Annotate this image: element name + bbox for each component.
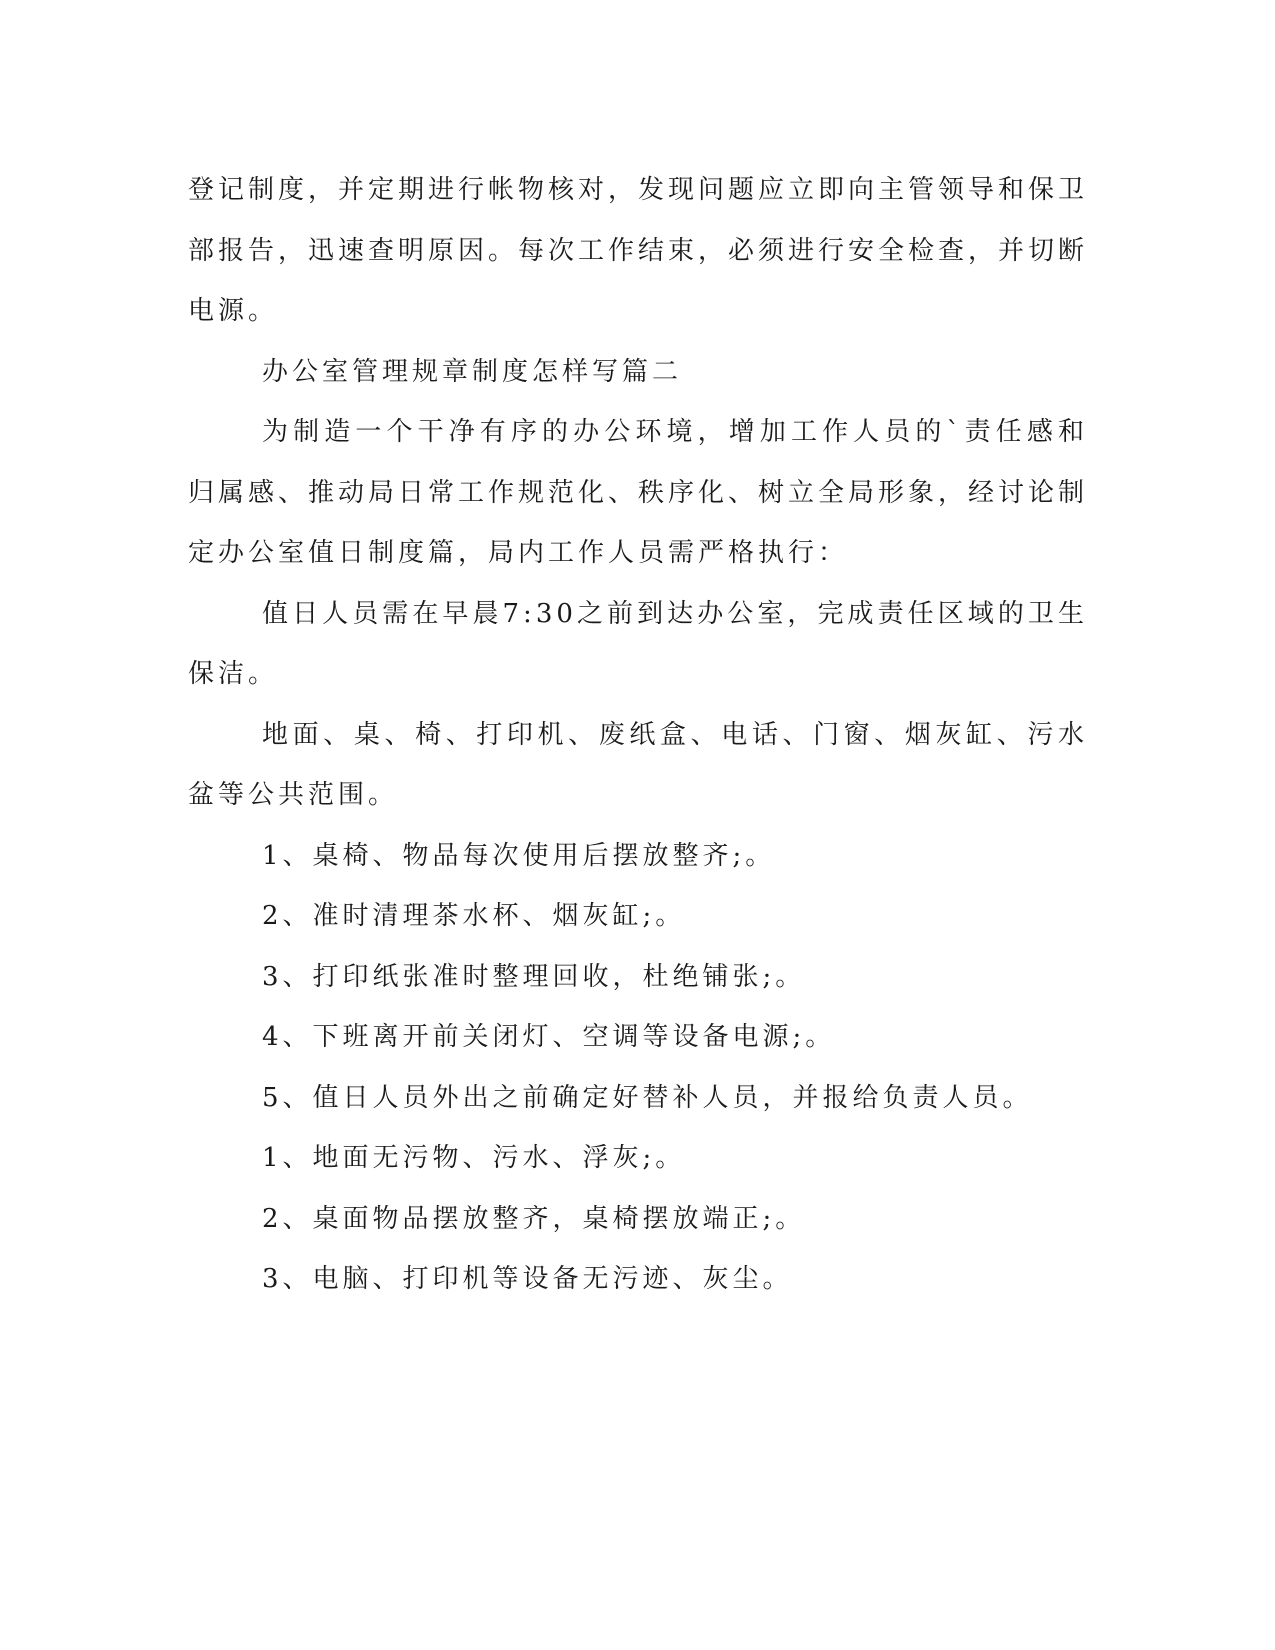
- paragraph-continuation: 登记制度，并定期进行帐物核对，发现问题应立即向主管领导和保卫部报告，迅速查明原因。每次工作结束，必须进行安全检查，并切断电源。: [188, 175, 1089, 326]
- section-heading: 办公室管理规章制度怎样写篇二: [262, 356, 683, 387]
- list-item: 5、值日人员外出之前确定好替补人员，并报给负责人员。: [262, 1082, 1033, 1113]
- list-item: 3、打印纸张准时整理回收，杜绝铺张;。: [262, 961, 806, 992]
- list-item: 1、桌椅、物品每次使用后摆放整齐;。: [262, 840, 776, 871]
- list-item: 2、准时清理茶水杯、烟灰缸;。: [262, 901, 686, 931]
- paragraph-intro: 为制造一个干净有序的办公环境，增加工作人员的`责任感和归属感、推动局日常工作规范化、秩序化、树立全局形象，经讨论制定办公室值日制度篇，局内工作人员需严格执行：: [188, 417, 1089, 568]
- paragraph-public-areas: 地面、桌、椅、打印机、废纸盒、电话、门窗、烟灰缸、污水盆等公共范围。: [188, 719, 1088, 810]
- list-item: 1、地面无污物、污水、浮灰;。: [262, 1143, 686, 1173]
- list-item: 2、桌面物品摆放整齐，桌椅摆放端正;。: [262, 1203, 806, 1234]
- document-body: [188, 160, 1088, 1310]
- list-item: 4、下班离开前关闭灯、空调等设备电源;。: [262, 1022, 836, 1052]
- list-item: 3、电脑、打印机等设备无污迹、灰尘。: [262, 1264, 793, 1294]
- paragraph-arrival-time: 值日人员需在早晨7:30之前到达办公室，完成责任区域的卫生保洁。: [188, 598, 1088, 689]
